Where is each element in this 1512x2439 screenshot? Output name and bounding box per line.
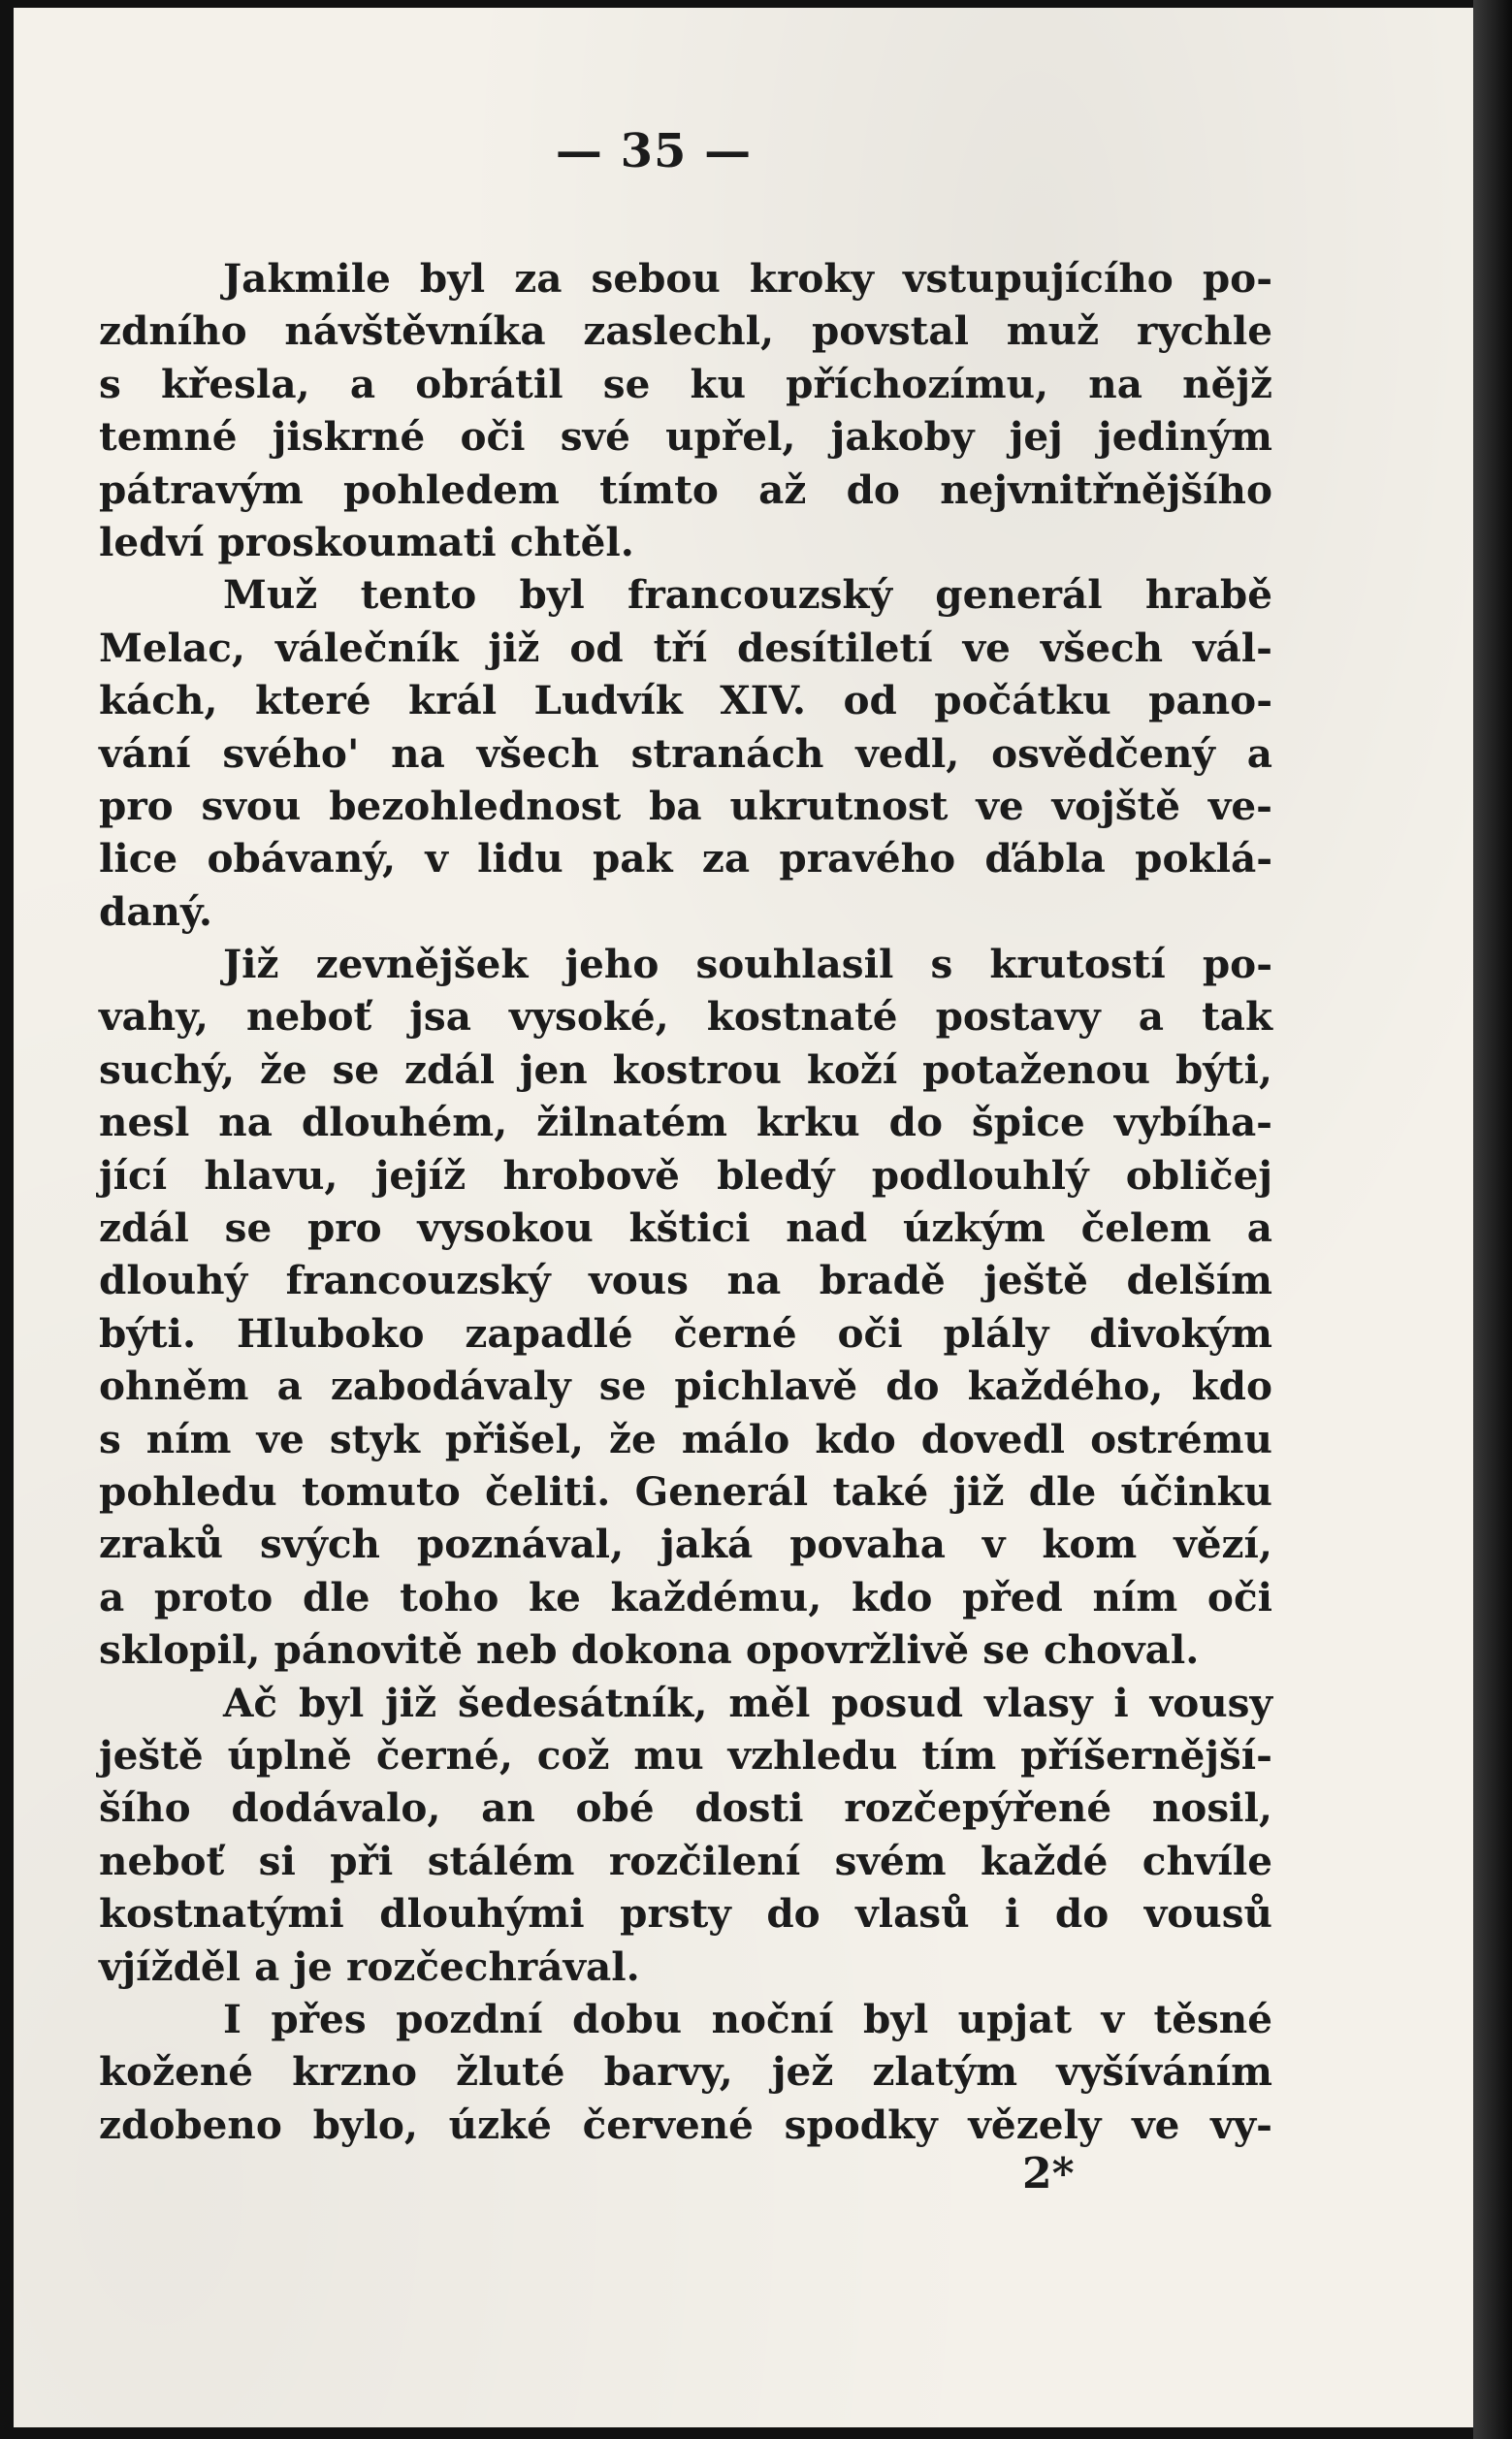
page-edge-shadow: [1473, 0, 1512, 2439]
text-line: pro svou bezohlednost ba ukrutnost ve vojště ve-: [99, 782, 1272, 829]
text-line: Melac, válečník již od tří desítiletí ve všech vál-: [99, 624, 1272, 671]
text-line: Jakmile byl za sebou kroky vstupujícího po-: [223, 255, 1272, 302]
text-line: zdobeno bylo, úzké červené spodky vězely ve vy-: [99, 2101, 1272, 2148]
text-line: zraků svých poznával, jaká povaha v kom vězí,: [99, 1521, 1272, 1568]
body-text: [99, 252, 1272, 2151]
text-line: býti. Hluboko zapadlé černé oči plály divokým: [99, 1309, 1272, 1357]
text-line: Muž tento byl francouzský generál hrabě: [223, 571, 1272, 619]
text-line: ledví proskoumati chtěl.: [99, 518, 634, 565]
text-line: vahy, neboť jsa vysoké, kostnaté postavy a tak: [99, 993, 1272, 1041]
text-line: lice obávaný, v lidu pak za pravého ďábla poklá-: [99, 835, 1272, 883]
text-line: neboť si při stálém rozčilení svém každé chvíle: [99, 1837, 1272, 1884]
text-line: vání svého' na všech stranách vedl, osvědčený a: [99, 729, 1272, 777]
book-page: [14, 8, 1473, 2427]
text-line: kostnatými dlouhými prsty do vlasů i do vousů: [99, 1890, 1272, 1938]
text-line: nesl na dlouhém, žilnatém krku do špice vybíha-: [99, 1099, 1272, 1146]
text-line: dlouhý francouzský vous na bradě ještě delším: [99, 1257, 1272, 1304]
text-line: Ač byl již šedesátník, měl posud vlasy i vousy: [223, 1679, 1272, 1726]
text-line: pátravým pohledem tímto až do nejvnitřnějšího: [99, 465, 1272, 513]
text-line: jící hlavu, jejíž hrobově bledý podlouhlý obličej: [99, 1151, 1272, 1199]
page-number: — 35 —: [555, 124, 753, 178]
text-line: šího dodávalo, an obé dosti rozčepýřené nosil,: [99, 1784, 1272, 1832]
text-line: ještě úplně černé, což mu vzhledu tím příšernější-: [99, 1731, 1272, 1779]
text-line: kožené krzno žluté barvy, jež zlatým vyšíváním: [99, 2048, 1272, 2096]
text-line: sklopil, pánovitě neb dokona opovržlivě se choval.: [99, 1626, 1200, 1674]
text-line: kách, které král Ludvík XIV. od počátku pano-: [99, 677, 1272, 724]
text-line: temné jiskrné oči své upřel, jakoby jej jediným: [99, 413, 1272, 461]
text-line: daný.: [99, 887, 212, 935]
text-line: suchý, že se zdál jen kostrou koží potaženou býti,: [99, 1045, 1272, 1093]
text-line: zdního návštěvníka zaslechl, povstal muž rychle: [99, 307, 1272, 355]
text-line: ohněm a zabodávaly se pichlavě do každého, kdo: [99, 1363, 1272, 1410]
text-line: pohledu tomuto čeliti. Generál také již dle účinku: [99, 1467, 1272, 1515]
text-line: s křesla, a obrátil se ku příchozímu, na nějž: [99, 360, 1272, 407]
text-line: Již zevnějšek jeho souhlasil s krutostí po-: [223, 941, 1272, 988]
text-line: vjížděl a je rozčechrával.: [99, 1942, 640, 1990]
signature-mark: 2*: [1022, 2149, 1075, 2198]
text-line: s ním ve styk přišel, že málo kdo dovedl ostrému: [99, 1415, 1272, 1462]
text-line: zdál se pro vysokou kštici nad úzkým čelem a: [99, 1204, 1272, 1252]
text-line: I přes pozdní dobu noční byl upjat v těsné: [223, 1995, 1272, 2042]
text-line: a proto dle toho ke každému, kdo před ním oči: [99, 1573, 1272, 1621]
